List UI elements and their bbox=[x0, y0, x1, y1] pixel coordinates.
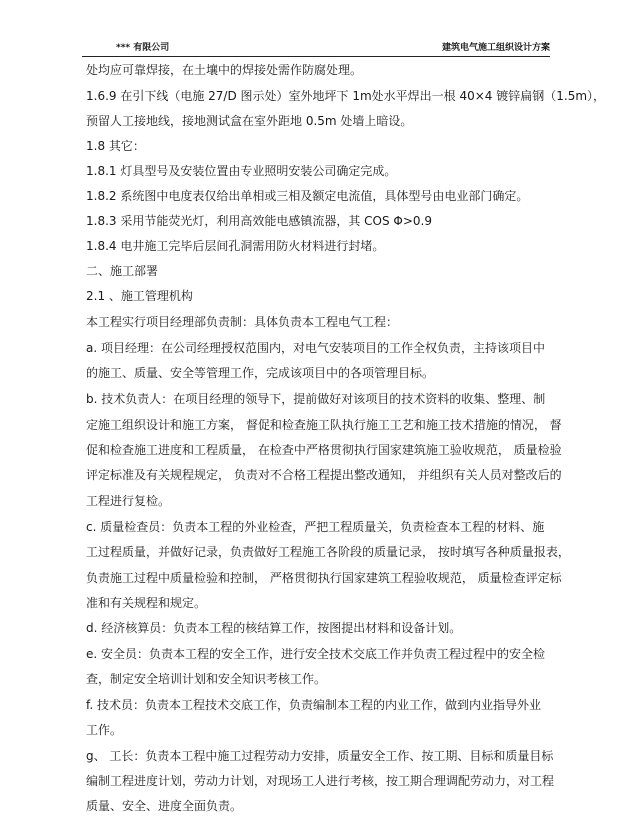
page-header bbox=[82, 36, 550, 57]
text-line: 本工程实行项目经理部负责制：具体负责本工程电气工程： bbox=[86, 315, 399, 329]
text-line: 编制工程进度计划，劳动力计划，对现场工人进行考核，按工期合理调配劳动力，对工程 bbox=[86, 774, 555, 788]
text-line: f. 技术员：负责本工程技术交底工作，负责编制本工程的内业工作，做到内业指导外业 bbox=[86, 698, 541, 712]
text-line: 1.6.9 在引下线（电施 27/D 图示处）室外地坪下 1m处水平焊出一根 40×4 镀锌扁钢（1.5m）， bbox=[86, 89, 606, 103]
text-line: 工作。 bbox=[86, 723, 123, 737]
text-line: e. 安全员：负责本工程的安全工作，进行安全技术交底工作并负责工程过程中的安全检 bbox=[86, 647, 546, 661]
text-line: 工程进行复检。 bbox=[86, 494, 171, 508]
text-line: 质量、安全、进度全面负责。 bbox=[86, 799, 243, 813]
text-line: 查，制定安全培训计划和安全知识考核工作。 bbox=[86, 672, 327, 686]
text-line: 1.8.4 电井施工完毕后层间孔洞需用防火材料进行封堵。 bbox=[86, 239, 385, 253]
text-line: 准和有关规程和规定。 bbox=[86, 596, 207, 610]
text-line: 1.8.3 采用节能荧光灯，利用高效能电感镇流器，其 COS Φ>0.9 bbox=[86, 214, 433, 228]
text-line: 评定标准及有关规程规定， 负责对不合格工程提出整改通知， 并组织有关人员对整改后的 bbox=[86, 468, 562, 482]
text-line: b. 技术负责人：在项目经理的领导下，提前做好对该项目的技术资料的收集、整理、制 bbox=[86, 392, 546, 406]
text-line: c. 质量检查员：负责本工程的外业检查，严把工程质量关，负责检查本工程的材料、施 bbox=[86, 520, 545, 534]
document-title: 建筑电气施工组织设计方案 bbox=[441, 43, 550, 53]
text-line: 负责施工过程中质量检验和控制， 严格贯彻执行国家建筑工程验收规范， 质量检查评定标 bbox=[86, 571, 562, 585]
text-line: 预留人工接地线，接地测试盒在室外距地 0.5m 处墙上暗设。 bbox=[86, 114, 413, 128]
text-line: d. 经济核算员：负责本工程的核结算工作，按图提出材料和设备计划。 bbox=[86, 621, 462, 635]
text-line: 1.8.2 系统图中电度表仅给出单相或三相及额定电流值，具体型号由电业部门确定。 bbox=[86, 189, 529, 203]
text-line: 定施工组织设计和施工方案， 督促和检查施工队执行施工工艺和施工技术措施的情况， 督 bbox=[86, 418, 562, 432]
text-line: 工过程质量，并做好记录，负责做好工程施工各阶段的质量记录， 按时填写各种质量报表， bbox=[86, 545, 570, 559]
text-line: 促和检查施工进度和工程质量， 在检查中严格贯彻执行国家建筑施工验收规范， 质量检验 bbox=[86, 443, 562, 457]
text-line: 处均应可靠焊接，在土壤中的焊接处需作防腐处理。 bbox=[86, 63, 363, 77]
text-line: 2.1 、施工管理机构 bbox=[86, 289, 193, 303]
text-line: 1.8 其它： bbox=[86, 139, 145, 153]
text-line: g、 工长：负责本工程中施工过程劳动力安排，质量安全工作、按工期、目标和质量目标 bbox=[86, 749, 554, 763]
text-line: a. 项目经理：在公司经理授权范围内，对电气安装项目的工作全权负责，主持该项目中 bbox=[86, 341, 545, 355]
text-line: 二、施工部署 bbox=[86, 264, 159, 278]
text-line: 的施工、质量、安全等管理工作，完成该项目中的各项管理目标。 bbox=[86, 366, 435, 380]
text-line: 1.8.1 灯具型号及安装位置由专业照明安装公司确定完成。 bbox=[86, 164, 397, 178]
company-name: *** 有限公司 bbox=[116, 43, 170, 53]
